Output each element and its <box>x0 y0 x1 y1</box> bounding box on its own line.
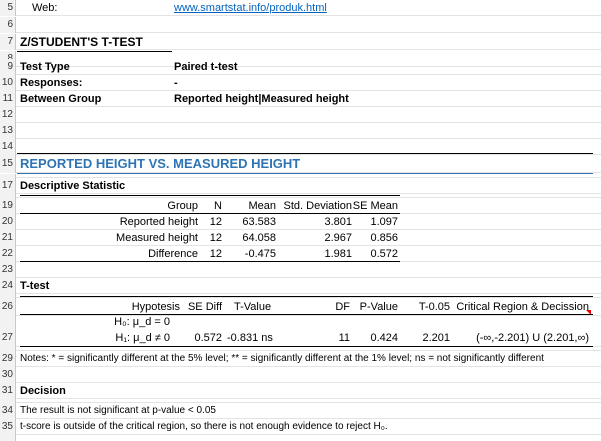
cell-group: Difference <box>148 248 198 260</box>
ttest-heading: T-test <box>20 280 50 292</box>
col-critical-region: Critical Region & Decission <box>456 301 589 313</box>
row-header[interactable]: 13 <box>0 123 16 139</box>
table-row <box>0 230 601 246</box>
cell-n: 12 <box>209 232 222 244</box>
decision-line-2: t-score is outside of the critical region, so there is not enough evidence to reject H₀. <box>20 421 388 432</box>
cell-mean: 64.058 <box>242 232 276 244</box>
cell-se-mean: 0.572 <box>370 248 398 260</box>
main-title: REPORTED HEIGHT VS. MEASURED HEIGHT <box>20 156 301 171</box>
col-mean: Mean <box>248 200 276 212</box>
row-header-blank <box>0 315 16 329</box>
row-15 <box>0 155 601 173</box>
row-24 <box>0 278 601 294</box>
row-header[interactable]: 29 <box>0 351 16 367</box>
cell-n: 12 <box>209 248 222 260</box>
cell-std: 3.801 <box>324 216 352 228</box>
row-header[interactable]: 9 <box>0 59 16 75</box>
row-header[interactable]: 30 <box>0 367 16 383</box>
row-23 <box>0 262 601 278</box>
row-10 <box>0 75 601 91</box>
row-header[interactable]: 12 <box>0 107 16 123</box>
cell-se-mean: 1.097 <box>370 216 398 228</box>
between-group-value: Reported height|Measured height <box>174 93 349 105</box>
row-30 <box>0 367 601 383</box>
row-header[interactable]: 17 <box>0 178 16 194</box>
decision-line-1: The result is not significant at p-value < 0.05 <box>20 405 216 416</box>
row-7 <box>0 34 601 50</box>
row-header[interactable]: 10 <box>0 75 16 91</box>
col-df: DF <box>335 301 350 313</box>
row-header[interactable]: 20 <box>0 214 16 230</box>
cell-se-mean: 0.856 <box>370 232 398 244</box>
col-n: N <box>214 200 222 212</box>
cell-p-value: 0.424 <box>370 332 398 344</box>
col-t-value: T-Value <box>234 301 272 313</box>
cell-group: Reported height <box>119 216 198 228</box>
ttest-top-border <box>20 296 593 297</box>
row-header[interactable]: 24 <box>0 278 16 294</box>
cell-t-value: -0.831 ns <box>227 332 273 344</box>
col-group: Group <box>167 200 198 212</box>
col-p-value: P-Value <box>359 301 398 313</box>
row-header-blank <box>0 435 16 441</box>
web-link[interactable]: www.smartstat.info/produk.html <box>174 2 327 14</box>
responses-label: Responses: <box>20 77 83 89</box>
row-11 <box>0 91 601 107</box>
row-header[interactable]: 22 <box>0 246 16 262</box>
cell-critical-region: (-∞,-2.201) U (2.201,∞) <box>476 332 589 344</box>
descriptive-heading: Descriptive Statistic <box>20 180 126 192</box>
section-title: Z/STUDENT'S T-TEST <box>20 35 143 49</box>
row-header[interactable]: 34 <box>0 403 16 419</box>
row-34 <box>0 403 601 419</box>
decision-heading: Decision <box>20 385 66 397</box>
table-row <box>0 214 601 230</box>
between-group-label: Between Group <box>20 93 102 105</box>
descriptive-header-row <box>0 198 601 214</box>
row-header[interactable]: 23 <box>0 262 16 278</box>
row-header[interactable]: 7 <box>0 34 16 50</box>
cell-group: Measured height <box>116 232 198 244</box>
responses-value: - <box>174 77 178 89</box>
ttest-h0-row <box>0 315 601 329</box>
row-header[interactable]: 31 <box>0 383 16 399</box>
col-std: Std. Deviation <box>283 200 352 212</box>
row-31 <box>0 383 601 399</box>
ttest-h1-row <box>0 329 601 347</box>
row-13 <box>0 123 601 139</box>
row-header[interactable]: 27 <box>0 329 16 347</box>
hypothesis-h1: H₁: μ_d ≠ 0 <box>115 332 170 344</box>
row-header[interactable]: 5 <box>0 0 16 16</box>
col-se-diff: SE Diff <box>187 301 222 313</box>
row-35 <box>0 419 601 435</box>
col-hypotesis: Hypotesis <box>131 301 180 313</box>
row-header[interactable]: 19 <box>0 198 16 214</box>
cell-n: 12 <box>209 216 222 228</box>
cell-df: 11 <box>338 332 350 344</box>
col-t-005: T-0.05 <box>418 301 450 313</box>
row-header[interactable]: 14 <box>0 139 16 155</box>
cell-mean: -0.475 <box>244 248 276 260</box>
main-title-top-border <box>17 153 593 154</box>
hypothesis-h0: H₀: μ_d = 0 <box>114 316 170 328</box>
table-row <box>0 246 601 262</box>
row-header[interactable]: 15 <box>0 155 16 173</box>
row-6 <box>0 17 601 33</box>
row-partial <box>0 435 601 441</box>
row-5 <box>0 0 601 16</box>
cell-std: 2.967 <box>324 232 352 244</box>
web-label: Web: <box>32 2 58 14</box>
row-17 <box>0 178 601 194</box>
test-type-value: Paired t-test <box>174 61 238 73</box>
row-header[interactable]: 21 <box>0 230 16 246</box>
cell-std: 1.981 <box>324 248 352 260</box>
row-header[interactable]: 35 <box>0 419 16 435</box>
cell-se-diff: 0.572 <box>194 332 222 344</box>
row-12 <box>0 107 601 123</box>
test-type-label: Test Type <box>20 61 70 73</box>
row-header[interactable]: 11 <box>0 91 16 107</box>
row-header[interactable]: 6 <box>0 17 16 33</box>
cell-t-005: 2.201 <box>422 332 450 344</box>
row-29 <box>0 351 601 367</box>
col-se-mean: SE Mean <box>352 200 398 212</box>
row-9 <box>0 59 601 75</box>
descriptive-top-border <box>20 195 400 196</box>
notes-text: Notes: * = significantly different at the 5% level; ** = significantly different at the 1% level; ns = not significantly different <box>20 353 544 364</box>
row-header[interactable]: 26 <box>0 298 16 316</box>
cell-mean: 63.583 <box>242 216 276 228</box>
